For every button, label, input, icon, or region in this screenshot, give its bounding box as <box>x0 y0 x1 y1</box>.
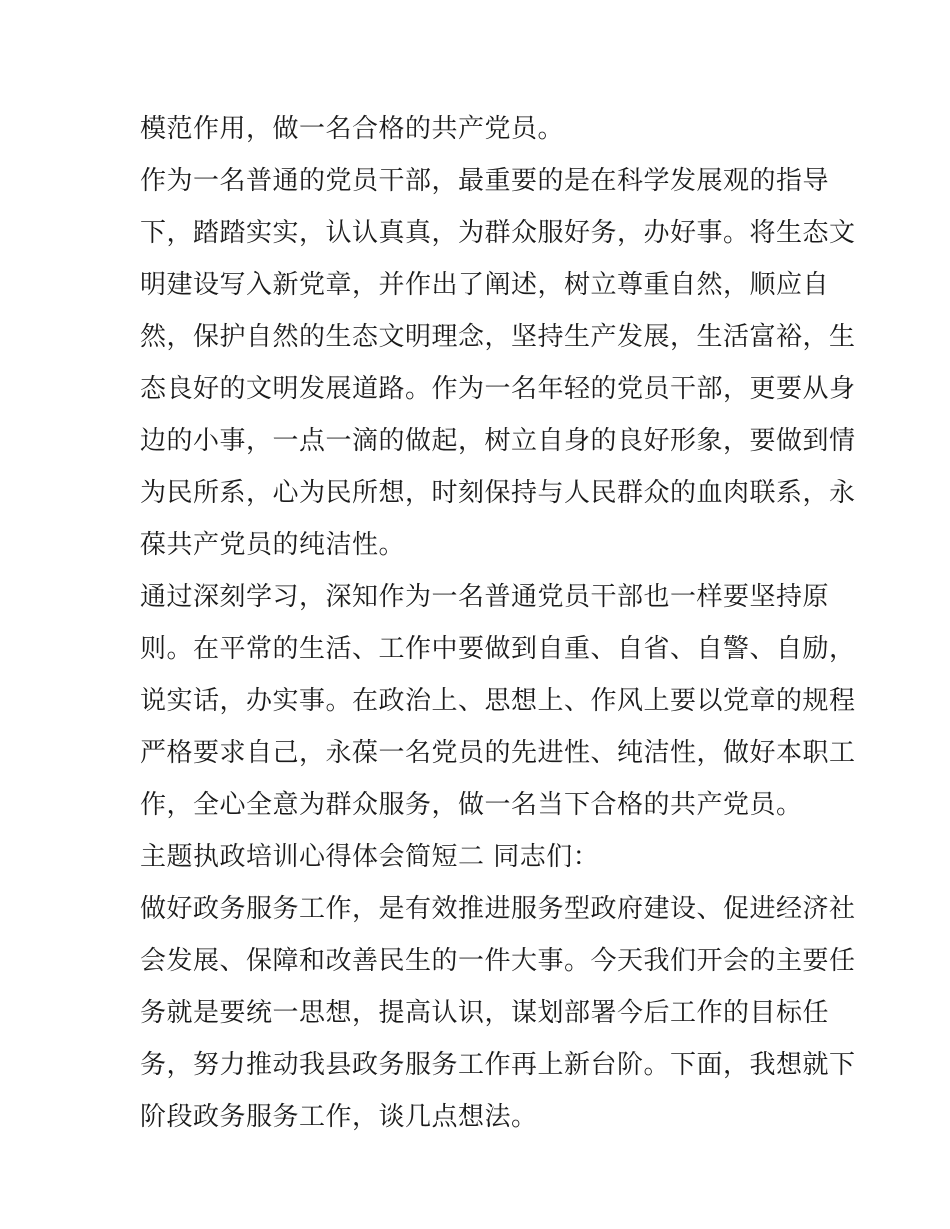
text-line: 严格要求自己，永葆一名党员的先进性、纯洁性，做好本职工 <box>140 738 856 768</box>
text-line: 然，保护自然的生态文明理念，坚持生产发展，生活富裕，生 <box>140 322 856 352</box>
text-line: 下，踏踏实实，认认真真，为群众服好务，办好事。将生态文 <box>140 218 856 248</box>
text-line: 务，努力推动我县政务服务工作再上新台阶。下面，我想就下 <box>140 1050 856 1080</box>
text-line: 为民所系，心为民所想，时刻保持与人民群众的血肉联系，永 <box>140 478 856 508</box>
text-line: 模范作用，做一名合格的共产党员。 <box>140 114 565 144</box>
text-line: 说实话，办实事。在政治上、思想上、作风上要以党章的规程 <box>140 686 856 716</box>
section-heading: 主题执政培训心得体会简短二 同志们： <box>140 842 600 872</box>
text-line: 会发展、保障和改善民生的一件大事。今天我们开会的主要任 <box>140 946 856 976</box>
text-line: 作，全心全意为群众服务，做一名当下合格的共产党员。 <box>140 790 803 820</box>
text-line: 明建设写入新党章，并作出了阐述，树立尊重自然，顺应自 <box>140 270 830 300</box>
text-line: 通过深刻学习，深知作为一名普通党员干部也一样要坚持原 <box>140 582 830 612</box>
text-line: 务就是要统一思想，提高认识，谋划部署今后工作的目标任 <box>140 998 830 1028</box>
text-line: 边的小事，一点一滴的做起，树立自身的良好形象，要做到情 <box>140 426 856 456</box>
text-line: 做好政务服务工作，是有效推进服务型政府建设、促进经济社 <box>140 894 856 924</box>
text-line: 阶段政务服务工作，谈几点想法。 <box>140 1102 538 1132</box>
text-line: 则。在平常的生活、工作中要做到自重、自省、自警、自励， <box>140 634 856 664</box>
text-line: 作为一名普通的党员干部，最重要的是在科学发展观的指导 <box>140 166 830 196</box>
text-line: 态良好的文明发展道路。作为一名年轻的党员干部，更要从身 <box>140 374 856 404</box>
text-line: 葆共产党员的纯洁性。 <box>140 530 406 560</box>
